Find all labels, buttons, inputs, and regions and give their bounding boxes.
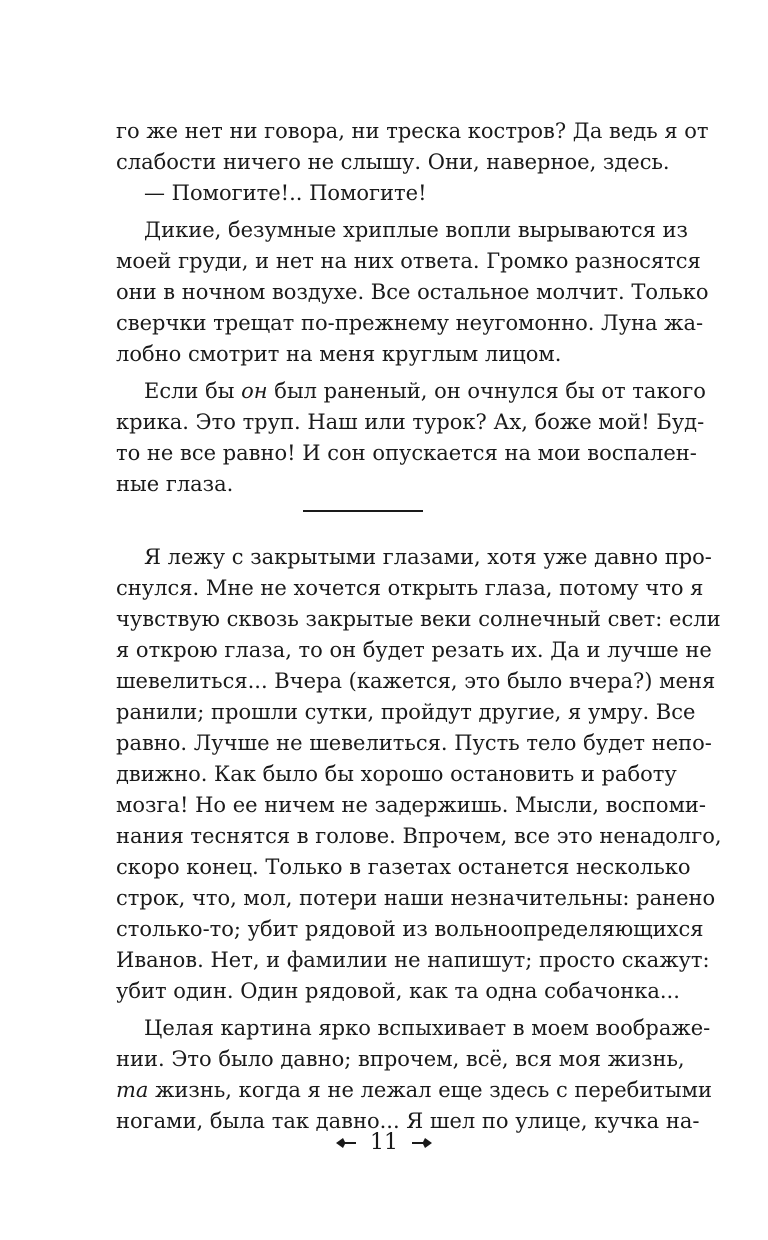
diamond-arrow-right-icon — [411, 1128, 433, 1158]
text-line: равно. Лучше не шевелиться. Пусть тело будет непо- — [116, 731, 712, 755]
text-line: шевелиться... Вчера (кажется, это было вчера?) меня — [116, 669, 716, 693]
text-line: моей груди, и нет на них ответа. Громко разносятся — [116, 249, 701, 273]
text-line: столько-то; убит рядовой из вольноопределяющихся — [116, 917, 704, 941]
text-line: го же нет ни говора, ни треска костров? Да ведь я от — [116, 119, 709, 143]
page-number: 11 — [370, 1130, 398, 1155]
text-line: Целая картина ярко вспыхивает в моем воображе- — [144, 1016, 711, 1040]
text-line: мозга! Но ее ничем не задержишь. Мысли, воспоми- — [116, 793, 706, 817]
text-line — [116, 1075, 712, 1106]
text-line: лобно смотрит на меня круглым лицом. — [116, 342, 562, 366]
text-line: крика. Это труп. Наш или турок? Ах, боже мой! Буд- — [116, 410, 705, 434]
page-footer — [0, 1128, 768, 1158]
text-line: нания теснятся в голове. Впрочем, все это ненадолго, — [116, 824, 722, 848]
text-section-2 — [116, 542, 722, 1137]
text-line: ные глаза. — [116, 472, 234, 496]
text-line: чувствую сквозь закрытые веки солнечный свет: если — [116, 607, 721, 631]
text-line: я открою глаза, то он будет резать их. Да и лучше не — [116, 638, 712, 662]
dialogue-line: — Помогите!.. Помогите! — [144, 181, 427, 205]
text-line: Иванов. Нет, и фамилии не напишут; просто скажут: — [116, 948, 710, 972]
text-line: то не все равно! И сон опускается на мои воспален- — [116, 441, 697, 465]
text-line: ранили; прошли сутки, пройдут другие, я умру. Все — [116, 700, 696, 724]
text-line: слабости ничего не слышу. Они, наверное, здесь. — [116, 150, 670, 174]
text-line: Я лежу с закрытыми глазами, хотя уже давно про- — [144, 545, 712, 569]
text-line: они в ночном воздухе. Все остальное молчит. Только — [116, 280, 709, 304]
text-line: снулся. Мне не хочется открыть глаза, потому что я — [116, 576, 704, 600]
section-divider — [303, 510, 423, 512]
text-line: сверчки трещат по-прежнему неугомонно. Луна жа- — [116, 311, 704, 335]
text-line: движно. Как было бы хорошо остановить и работу — [116, 762, 677, 786]
text-line: нии. Это было давно; впрочем, всё, вся моя жизнь, — [116, 1047, 685, 1071]
text-line: ногами, была так давно... Я шел по улице, кучка на- — [116, 1109, 700, 1133]
text-line: скоро конец. Только в газетах останется несколько — [116, 855, 691, 879]
text-line — [116, 376, 706, 407]
italic-pronoun-line: та жизнь, когда я не лежал еще здесь с перебитыми — [116, 1078, 712, 1102]
text-section-1 — [116, 116, 709, 500]
text-line: Дикие, безумные хриплые вопли вырываются из — [144, 218, 688, 242]
text-line: строк, что, мол, потери наши незначительны: ранено — [116, 886, 716, 910]
italic-pronoun-line: Если бы он был раненый, он очнулся бы от такого — [144, 379, 706, 403]
diamond-arrow-left-icon — [335, 1128, 357, 1158]
text-line: убит один. Один рядовой, как та одна собачонка... — [116, 979, 680, 1003]
